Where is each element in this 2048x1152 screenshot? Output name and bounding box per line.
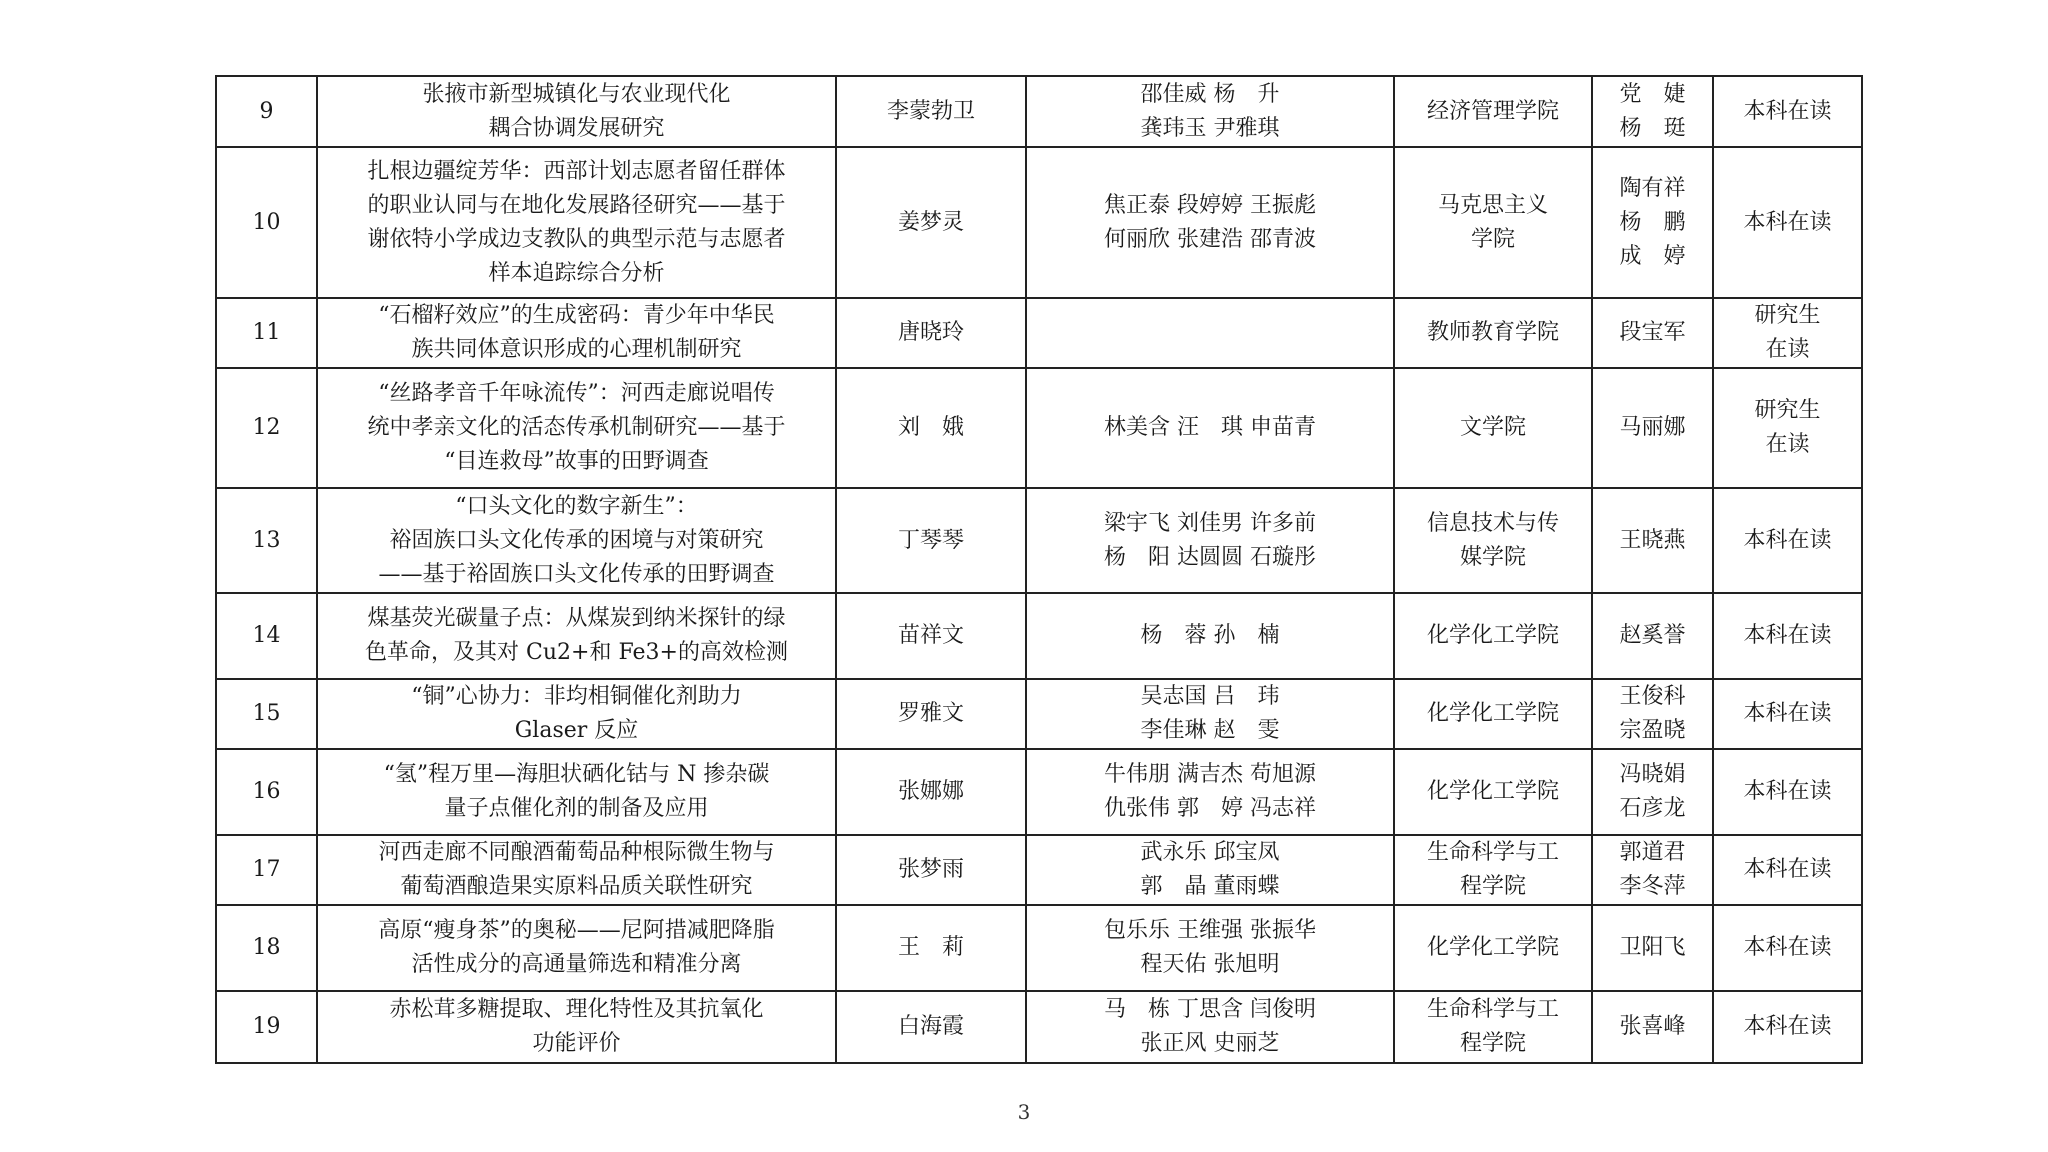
cell-text-line: 耦合协调发展研究	[488, 115, 665, 141]
cell-text-line: 张正风 史丽芝	[1140, 1031, 1280, 1056]
cell-text: 李蒙勃卫	[886, 98, 975, 124]
cell-text-line: 马 栋 丁思含 闫俊明	[1104, 997, 1316, 1022]
cell-advisors	[1592, 905, 1713, 991]
cell-text-line: 本科在读	[1743, 935, 1832, 960]
cell-status	[1713, 298, 1862, 368]
cell-status	[1713, 749, 1862, 835]
cell-text-line: 焦正泰 段婷婷 王振彪	[1104, 192, 1316, 218]
cell-members	[1026, 488, 1394, 593]
cell-leader	[836, 147, 1026, 298]
cell-text-line: 功能评价	[532, 1031, 621, 1056]
cell-text-line: 本科在读	[1743, 623, 1832, 648]
cell-text-line: 文学院	[1459, 415, 1526, 440]
cell-text-line: 扎根边疆绽芳华：西部计划志愿者留任群体	[367, 158, 786, 184]
cell-text-line: 经济管理学院	[1426, 98, 1559, 124]
cell-text-line: 本科在读	[1743, 779, 1832, 804]
cell-text-line: 何丽欣 张建浩 邵青波	[1104, 226, 1316, 252]
cell-text-line: 在读	[1765, 432, 1810, 457]
cell-members	[1026, 76, 1394, 147]
cell-project-title	[317, 488, 836, 593]
cell-text-line: 龚玮玉 尹雅琪	[1140, 115, 1280, 141]
cell-text-line: 裕固族口头文化传承的困境与对策研究	[389, 527, 764, 553]
cell-text-line: 本科在读	[1743, 1014, 1832, 1039]
cell-text: 19	[252, 1014, 281, 1039]
cell-text-line: 郭道君	[1619, 840, 1686, 865]
cell-text-line: 本科在读	[1743, 209, 1832, 235]
cell-number	[216, 298, 317, 368]
cell-text-line: 煤基荧光碳量子点：从煤炭到纳米探针的绿	[367, 606, 786, 631]
cell-advisors	[1592, 76, 1713, 147]
cell-advisors	[1592, 991, 1713, 1063]
cell-number	[216, 76, 317, 147]
cell-status	[1713, 488, 1862, 593]
cell-advisors	[1592, 488, 1713, 593]
cell-college	[1394, 679, 1592, 749]
cell-college	[1394, 749, 1592, 835]
cell-text-line: 张喜峰	[1619, 1014, 1686, 1039]
cell-text-line: 杨 阳 达圆圆 石璇彤	[1104, 544, 1316, 570]
cell-status	[1713, 147, 1862, 298]
cell-advisors	[1592, 298, 1713, 368]
cell-text: 张娜娜	[897, 779, 964, 804]
cell-college	[1394, 488, 1592, 593]
cell-members	[1026, 991, 1394, 1063]
cell-text-line: 信息技术与传	[1426, 510, 1559, 536]
cell-text-line: 石彦龙	[1619, 796, 1686, 821]
cell-text: 姜梦灵	[897, 209, 964, 235]
cell-advisors	[1592, 749, 1713, 835]
cell-text: 张梦雨	[897, 857, 964, 882]
cell-text-line: 化学化工学院	[1426, 935, 1559, 960]
cell-text-line: 研究生	[1754, 398, 1821, 423]
cell-text: 17	[252, 857, 281, 882]
cell-text: 王 莉	[897, 935, 964, 960]
table-row	[216, 679, 1862, 749]
cell-text-line: 研究生	[1754, 303, 1821, 328]
table-row	[216, 991, 1862, 1063]
cell-text-line: 冯晓娟	[1619, 762, 1686, 787]
cell-text-line: 杨 蓉 孙 楠	[1140, 623, 1280, 648]
cell-text: 苗祥文	[897, 623, 964, 648]
cell-text-line: 量子点催化剂的制备及应用	[444, 796, 709, 821]
cell-text: 14	[252, 623, 281, 648]
cell-project-title	[317, 835, 836, 905]
cell-text-line: 活性成分的高通量筛选和精准分离	[411, 952, 742, 977]
cell-text-line: 包乐乐 王维强 张振华	[1104, 918, 1316, 943]
cell-text-line: 本科在读	[1743, 857, 1832, 882]
cell-members	[1026, 593, 1394, 679]
cell-text: 丁琴琴	[897, 527, 964, 553]
page-number: 3	[1017, 1100, 1031, 1124]
cell-text: 唐晓玲	[897, 320, 964, 345]
cell-advisors	[1592, 679, 1713, 749]
cell-text-line: 陶有祥	[1619, 175, 1686, 201]
cell-text: 白海霞	[897, 1014, 964, 1039]
cell-leader	[836, 368, 1026, 488]
cell-college	[1394, 76, 1592, 147]
cell-status	[1713, 679, 1862, 749]
cell-text-line: 郭 晶 董雨蝶	[1140, 874, 1280, 899]
cell-text-line: 教师教育学院	[1426, 320, 1559, 345]
cell-text-line: 谢依特小学成边支教队的典型示范与志愿者	[367, 226, 786, 252]
cell-leader	[836, 679, 1026, 749]
cell-text-line: 杨 鹏	[1619, 209, 1686, 235]
cell-text: 10	[252, 209, 281, 235]
cell-leader	[836, 749, 1026, 835]
cell-text-line: 高原“瘦身茶”的奥秘——尼阿措减肥降脂	[378, 918, 775, 943]
cell-text-line: 卫阳飞	[1619, 935, 1686, 960]
cell-number	[216, 679, 317, 749]
cell-text-line: 化学化工学院	[1426, 701, 1559, 726]
cell-college	[1394, 298, 1592, 368]
cell-number	[216, 991, 317, 1063]
cell-status	[1713, 368, 1862, 488]
cell-college	[1394, 147, 1592, 298]
cell-text-line: 学院	[1470, 226, 1515, 252]
cell-text-line: 李冬萍	[1619, 874, 1686, 899]
cell-text-line: 媒学院	[1459, 544, 1526, 570]
cell-project-title	[317, 593, 836, 679]
cell-text: 刘 娥	[897, 415, 964, 440]
table-body	[216, 76, 1862, 1063]
cell-number	[216, 905, 317, 991]
cell-number	[216, 593, 317, 679]
cell-leader	[836, 488, 1026, 593]
cell-project-title	[317, 368, 836, 488]
cell-text-line: 色革命，及其对 Cu2+和 Fe3+的高效检测	[365, 640, 788, 665]
cell-text-line: 样本追踪综合分析	[488, 260, 665, 286]
cell-project-title	[317, 298, 836, 368]
cell-members	[1026, 368, 1394, 488]
project-table-wrapper	[215, 75, 1861, 1064]
cell-text-line: 葡萄酒酿造果实原料品质关联性研究	[400, 874, 753, 899]
cell-text-line: 在读	[1765, 337, 1810, 362]
cell-status	[1713, 76, 1862, 147]
table-row	[216, 593, 1862, 679]
cell-text: 罗雅文	[897, 701, 964, 726]
table-row	[216, 749, 1862, 835]
cell-college	[1394, 835, 1592, 905]
cell-college	[1394, 593, 1592, 679]
cell-number	[216, 835, 317, 905]
cell-text-line: 族共同体意识形成的心理机制研究	[411, 337, 742, 362]
cell-status	[1713, 991, 1862, 1063]
cell-text-line: 程学院	[1459, 1031, 1526, 1056]
cell-text: 9	[259, 98, 274, 124]
cell-members	[1026, 298, 1394, 368]
cell-status	[1713, 905, 1862, 991]
cell-text: 13	[252, 527, 281, 553]
cell-text-line: 生命科学与工	[1426, 840, 1559, 865]
cell-text-line: 王俊科	[1619, 684, 1686, 709]
cell-members	[1026, 749, 1394, 835]
project-table	[215, 75, 1863, 1064]
cell-text: 12	[252, 415, 281, 440]
cell-text-line: 马克思主义	[1437, 192, 1548, 218]
cell-text-line: “氢”程万里—海胆状硒化钴与 N 掺杂碳	[383, 762, 770, 787]
cell-text: 11	[252, 320, 281, 345]
cell-text-line: “丝路孝音千年咏流传”：河西走廊说唱传	[378, 381, 775, 406]
cell-number	[216, 749, 317, 835]
cell-project-title	[317, 749, 836, 835]
cell-text-line: 统中孝亲文化的活态传承机制研究——基于	[367, 415, 786, 440]
cell-text-line: 化学化工学院	[1426, 779, 1559, 804]
cell-number	[216, 488, 317, 593]
cell-text-line: 武永乐 邱宝凤	[1140, 840, 1280, 865]
cell-leader	[836, 835, 1026, 905]
cell-text-line: 程天佑 张旭明	[1140, 952, 1280, 977]
cell-advisors	[1592, 147, 1713, 298]
table-row	[216, 488, 1862, 593]
cell-text-line: “目连救母”故事的田野调查	[444, 449, 709, 474]
cell-project-title	[317, 147, 836, 298]
cell-text-line: 仇张伟 郭 婷 冯志祥	[1104, 796, 1316, 821]
cell-text-line: 化学化工学院	[1426, 623, 1559, 648]
cell-text-line: 张掖市新型城镇化与农业现代化	[422, 81, 731, 107]
cell-text-line: 马丽娜	[1619, 415, 1686, 440]
cell-members	[1026, 835, 1394, 905]
cell-project-title	[317, 76, 836, 147]
table-row	[216, 76, 1862, 147]
cell-advisors	[1592, 593, 1713, 679]
cell-text-line: 本科在读	[1743, 98, 1832, 124]
table-row	[216, 298, 1862, 368]
cell-text-line: 邵佳威 杨 升	[1140, 81, 1280, 107]
cell-text-line: 成 婷	[1619, 243, 1686, 269]
cell-text-line: “铜”心协力：非均相铜催化剂助力	[411, 684, 742, 709]
cell-text-line: 牛伟朋 满吉杰 苟旭源	[1104, 762, 1316, 787]
cell-advisors	[1592, 368, 1713, 488]
cell-text-line: 王晓燕	[1619, 527, 1686, 553]
cell-text: 16	[252, 779, 281, 804]
cell-text-line: 杨 珽	[1619, 115, 1686, 141]
cell-members	[1026, 147, 1394, 298]
table-row	[216, 905, 1862, 991]
cell-number	[216, 147, 317, 298]
cell-text-line: Glaser 反应	[514, 718, 639, 743]
cell-members	[1026, 905, 1394, 991]
cell-text-line: 程学院	[1459, 874, 1526, 899]
cell-text-line: 河西走廊不同酿酒葡萄品种根际微生物与	[378, 840, 775, 865]
cell-leader	[836, 76, 1026, 147]
cell-text-line: 宗盈晓	[1619, 718, 1686, 743]
cell-members	[1026, 679, 1394, 749]
cell-advisors	[1592, 835, 1713, 905]
cell-leader	[836, 905, 1026, 991]
cell-text-line: 梁宇飞 刘佳男 许多前	[1104, 510, 1316, 536]
cell-text-line: 本科在读	[1743, 701, 1832, 726]
cell-leader	[836, 991, 1026, 1063]
cell-text-line: 林美含 汪 琪 申苗青	[1104, 415, 1316, 440]
cell-college	[1394, 991, 1592, 1063]
cell-text-line: 吴志国 吕 玮	[1140, 684, 1280, 709]
table-row	[216, 147, 1862, 298]
cell-status	[1713, 593, 1862, 679]
cell-text-line: 赤松茸多糖提取、理化特性及其抗氧化	[389, 997, 764, 1022]
cell-text-line: 生命科学与工	[1426, 997, 1559, 1022]
cell-text-line: “石榴籽效应”的生成密码：青少年中华民	[378, 303, 775, 328]
cell-text-line: 李佳琳 赵 雯	[1140, 718, 1280, 743]
cell-college	[1394, 905, 1592, 991]
cell-text-line: 段宝军	[1619, 320, 1686, 345]
cell-leader	[836, 298, 1026, 368]
cell-leader	[836, 593, 1026, 679]
cell-status	[1713, 835, 1862, 905]
cell-text: 15	[252, 701, 281, 726]
cell-text-line: 党 婕	[1619, 81, 1686, 107]
table-row	[216, 368, 1862, 488]
cell-text: 18	[252, 935, 281, 960]
cell-text-line: 的职业认同与在地化发展路径研究——基于	[367, 192, 786, 218]
cell-college	[1394, 368, 1592, 488]
cell-project-title	[317, 905, 836, 991]
cell-text-line: 本科在读	[1743, 527, 1832, 553]
cell-number	[216, 368, 317, 488]
cell-project-title	[317, 991, 836, 1063]
table-row	[216, 835, 1862, 905]
cell-text-line: ——基于裕固族口头文化传承的田野调查	[378, 561, 775, 587]
cell-text-line: 赵奚誉	[1619, 623, 1686, 648]
cell-project-title	[317, 679, 836, 749]
cell-text-line: “口头文化的数字新生”：	[455, 493, 698, 519]
